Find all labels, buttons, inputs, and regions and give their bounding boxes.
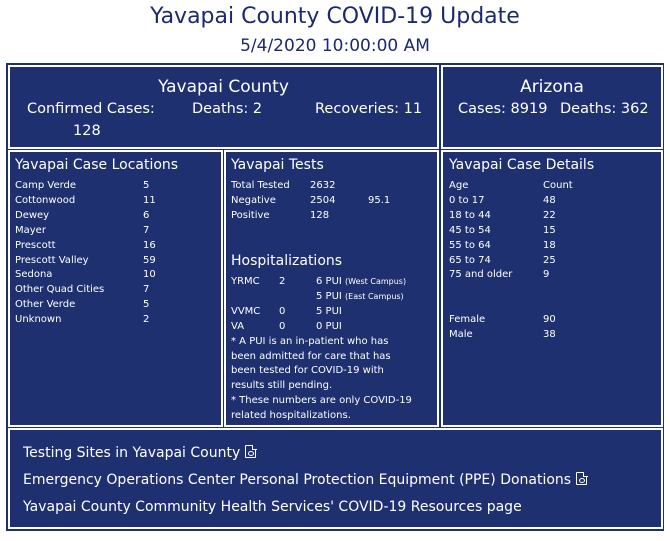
test-label: Negative	[231, 194, 276, 206]
location-count: 5	[143, 299, 150, 311]
location-name: Dewey	[15, 209, 50, 221]
hospital-count: 0	[279, 305, 286, 317]
age-group: 18 to 44	[449, 209, 491, 221]
sex-table	[449, 313, 556, 343]
tests-table	[231, 179, 390, 224]
footnote-line: been tested for COVID-19 with	[231, 365, 384, 377]
footnote-line: been admitted for care that has	[231, 350, 391, 362]
location-row	[15, 313, 215, 328]
hospital-row	[231, 305, 412, 320]
location-name: Sedona	[15, 269, 53, 281]
hospital-name: YRMC	[231, 276, 260, 287]
location-name: Unknown	[15, 314, 62, 326]
resources-page-link[interactable]: Yavapai County Community Health Services' COVID-19 Resources page	[23, 499, 522, 515]
sex-count: 90	[543, 314, 556, 325]
hospitalizations-table	[231, 275, 412, 424]
case-details-title: Yavapai Case Details	[449, 157, 595, 173]
location-row	[15, 209, 215, 224]
location-name: Other Quad Cities	[15, 284, 105, 296]
hospital-row	[231, 290, 412, 305]
age-count: 15	[543, 224, 556, 236]
testing-sites-link[interactable]: Testing Sites in Yavapai County	[23, 445, 241, 461]
test-value: 2504	[310, 194, 336, 206]
location-count: 59	[143, 254, 156, 266]
count-column-header: Count	[543, 180, 573, 191]
age-group: 75 and older	[449, 269, 513, 281]
location-count: 11	[143, 194, 156, 206]
case-details-panel	[441, 150, 663, 427]
location-name: Prescott	[15, 239, 56, 251]
confirmed-cases-label: Confirmed Cases:	[27, 101, 155, 117]
yavapai-deaths: Deaths: 2	[192, 101, 263, 117]
yavapai-recoveries: Recoveries: 11	[315, 101, 423, 117]
footnote-line: results still pending.	[231, 380, 333, 392]
sex-label: Male	[449, 328, 473, 340]
age-row	[449, 194, 573, 209]
test-value: 128	[310, 209, 330, 221]
age-count: 22	[543, 209, 556, 221]
hospital-pui: 5 PUI	[316, 305, 342, 317]
arizona-cases: Cases: 8919	[458, 101, 548, 117]
test-value: 2632	[310, 180, 336, 191]
ppe-donations-row	[23, 469, 587, 488]
hospital-name: VA	[231, 320, 245, 332]
age-header-row	[449, 179, 573, 194]
age-row	[449, 224, 573, 239]
age-group: 45 to 54	[449, 224, 491, 236]
links-panel	[8, 428, 663, 529]
test-row	[231, 179, 390, 194]
pdf-icon[interactable]	[576, 472, 587, 485]
location-row	[15, 298, 215, 313]
age-table	[449, 179, 573, 283]
location-count: 7	[143, 284, 150, 296]
case-locations-panel	[8, 150, 223, 427]
tests-title: Yavapai Tests	[231, 157, 324, 173]
location-row	[15, 179, 215, 194]
location-count: 5	[143, 180, 150, 191]
tests-panel	[224, 150, 439, 427]
location-count: 2	[143, 314, 150, 326]
hospital-name: VVMC	[231, 305, 261, 317]
confirmed-cases-value: 128	[73, 123, 101, 139]
sex-row	[449, 313, 556, 328]
location-count: 6	[143, 209, 150, 221]
location-row	[15, 283, 215, 298]
footnote-line: related hospitalizations.	[231, 410, 351, 422]
age-count: 48	[543, 194, 556, 206]
age-group: 65 to 74	[449, 254, 491, 266]
hospital-row	[231, 275, 412, 290]
hospitalizations-title: Hospitalizations	[231, 253, 343, 269]
arizona-name: Arizona	[520, 77, 584, 97]
location-count: 7	[143, 224, 150, 236]
location-name: Mayer	[15, 224, 46, 236]
age-row	[449, 209, 573, 224]
test-label: Total Tested	[231, 180, 290, 191]
arizona-deaths: Deaths: 362	[560, 101, 649, 117]
age-count: 9	[543, 269, 550, 281]
location-row	[15, 268, 215, 283]
location-name: Prescott Valley	[15, 254, 89, 266]
sex-row	[449, 328, 556, 343]
age-count: 25	[543, 254, 556, 266]
hospital-pui: 0 PUI	[316, 320, 342, 332]
pdf-icon[interactable]	[245, 445, 256, 458]
age-column-header: Age	[449, 180, 469, 191]
yavapai-summary-panel	[8, 65, 439, 149]
ppe-donations-link[interactable]: Emergency Operations Center Personal Protection Equipment (PPE) Donations	[23, 472, 572, 488]
case-locations-title: Yavapai Case Locations	[15, 157, 179, 173]
testing-sites-row	[23, 442, 256, 461]
age-row	[449, 268, 573, 283]
hospital-campus: (West Campus)	[345, 277, 407, 286]
location-name: Cottonwood	[15, 194, 76, 206]
hospital-count: 0	[279, 320, 286, 332]
hospital-pui: 6 PUI	[316, 276, 342, 287]
sex-label: Female	[449, 314, 486, 325]
sex-count: 38	[543, 328, 556, 340]
test-row	[231, 194, 390, 209]
location-name: Camp Verde	[15, 180, 77, 191]
location-count: 16	[143, 239, 156, 251]
age-count: 18	[543, 239, 556, 251]
arizona-summary-panel	[441, 65, 663, 149]
age-row	[449, 239, 573, 254]
resources-row	[23, 496, 522, 515]
location-count: 10	[143, 269, 156, 281]
footnote-line: * These numbers are only COVID-19	[231, 395, 412, 407]
page-title: Yavapai County COVID-19 Update	[150, 4, 520, 29]
test-pct: 95.1	[368, 194, 391, 206]
location-row	[15, 224, 215, 239]
hospital-count: 2	[279, 276, 286, 287]
age-row	[449, 254, 573, 269]
hospital-pui: 5 PUI	[316, 290, 342, 302]
test-label: Positive	[231, 209, 270, 221]
age-group: 0 to 17	[449, 194, 485, 206]
test-row	[231, 209, 390, 224]
hospital-campus: (East Campus)	[345, 291, 404, 301]
location-row	[15, 239, 215, 254]
location-name: Other Verde	[15, 299, 76, 311]
location-row	[15, 194, 215, 209]
footnote-line: * A PUI is an in-patient who has	[231, 335, 389, 347]
location-row	[15, 254, 215, 269]
update-datetime: 5/4/2020 10:00:00 AM	[240, 36, 430, 56]
case-locations-list	[15, 179, 215, 328]
age-group: 55 to 64	[449, 239, 491, 251]
hospital-row	[231, 320, 412, 335]
yavapai-county-name: Yavapai County	[158, 77, 289, 97]
